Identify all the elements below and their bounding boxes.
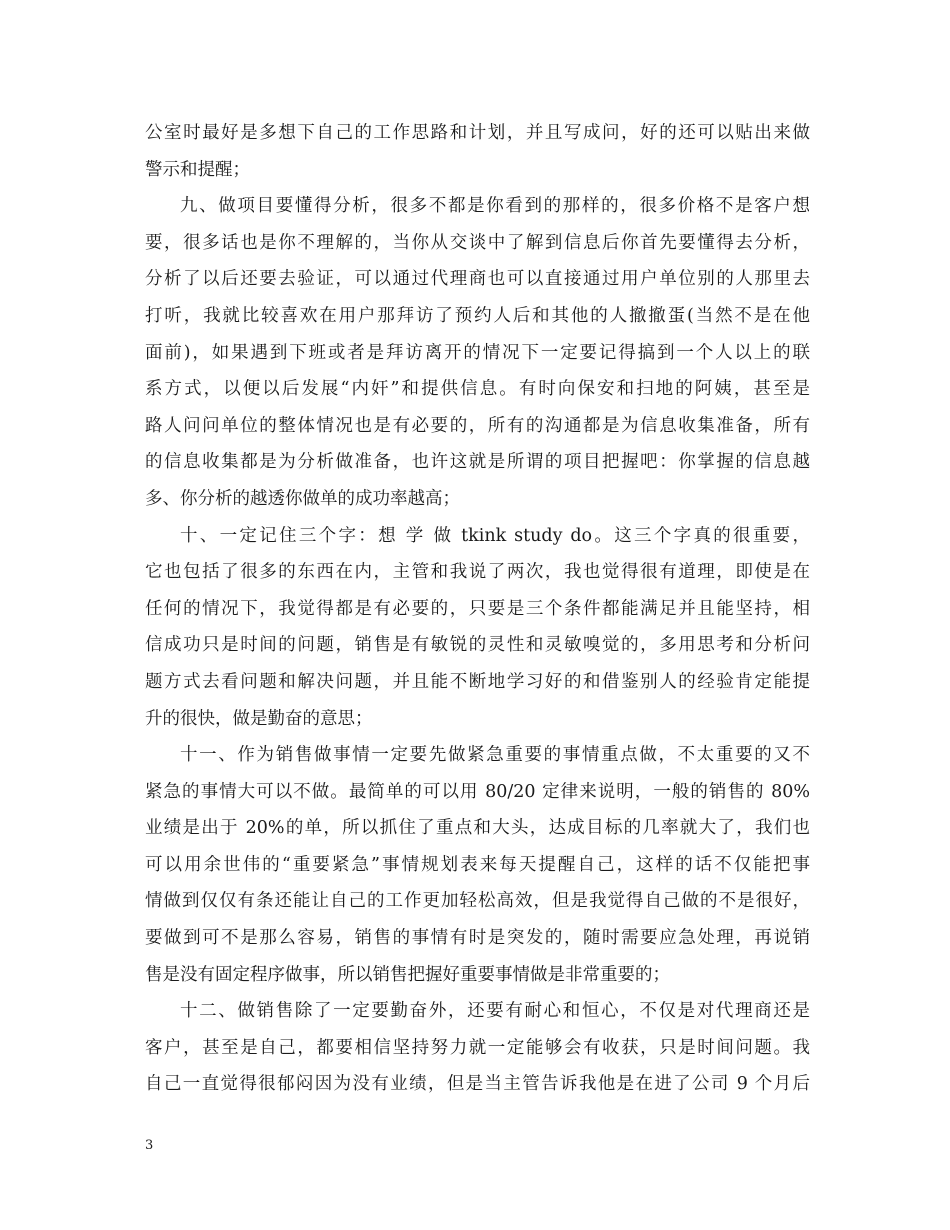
text-line: 业绩是出于 20%的单，所以抓住了重点和大头，达成目标的几率就大了，我们也 xyxy=(145,818,810,839)
text-line: 任何的情况下，我觉得都是有必要的，只要是三个条件都能满足并且能坚持，相 xyxy=(145,598,810,619)
text-line: 多、你分析的越透你做单的成功率越高； xyxy=(145,488,460,509)
text-line: 售是没有固定程序做事，所以销售把握好重要事情做是非常重要的； xyxy=(145,964,670,985)
text-line: 警示和提醒； xyxy=(145,159,250,180)
text-line: 路人问问单位的整体情况也是有必要的，所有的沟通都是为信息收集准备，所有 xyxy=(145,415,810,436)
text-line: 九、做项目要懂得分析，很多不都是你看到的那样的，很多价格不是客户想 xyxy=(180,196,810,217)
text-line: 系方式，以便以后发展“内奸”和提供信息。有时向保安和扫地的阿姨，甚至是 xyxy=(145,379,810,400)
text-line: 紧急的事情大可以不做。最简单的可以用 80/20 定律来说明，一般的销售的 80% xyxy=(145,781,810,802)
document-body xyxy=(145,115,810,1103)
text-line: 情做到仅仅有条还能让自己的工作更加轻松高效，但是我觉得自己做的不是很好， xyxy=(145,891,810,912)
text-line: 十二、做销售除了一定要勤奋外，还要有耐心和恒心，不仅是对代理商还是 xyxy=(180,1001,810,1022)
text-line: 要做到可不是那么容易，销售的事情有时是突发的，随时需要应急处理，再说销 xyxy=(145,928,810,949)
text-line: 自己一直觉得很郁闷因为没有业绩，但是当主管告诉我他是在进了公司 9 个月后 xyxy=(145,1074,810,1095)
text-line: 打听，我就比较喜欢在用户那拜访了预约人后和其他的人撤撤蛋(当然不是在他 xyxy=(145,305,810,326)
text-line: 它也包括了很多的东西在内，主管和我说了两次，我也觉得很有道理，即使是在 xyxy=(145,562,810,583)
page-number: 3 xyxy=(145,1138,154,1153)
text-line: 可以用余世伟的“重要紧急”事情规划表来每天提醒自己，这样的话不仅能把事 xyxy=(145,854,810,875)
text-line: 客户，甚至是自己，都要相信坚持努力就一定能够会有收获，只是时间问题。我 xyxy=(145,1037,810,1058)
text-line: 要，很多话也是你不理解的，当你从交谈中了解到信息后你首先要懂得去分析， xyxy=(145,232,810,253)
text-line: 十一、作为销售做事情一定要先做紧急重要的事情重点做，不太重要的又不 xyxy=(180,745,810,766)
text-line: 信成功只是时间的问题，销售是有敏锐的灵性和灵敏嗅觉的，多用思考和分析问 xyxy=(145,635,810,656)
text-line: 题方式去看问题和解决问题，并且能不断地学习好的和借鉴别人的经验肯定能提 xyxy=(145,671,810,692)
text-line: 升的很快，做是勤奋的意思； xyxy=(145,708,373,729)
text-line: 面前)，如果遇到下班或者是拜访离开的情况下一定要记得搞到一个人以上的联 xyxy=(145,342,810,363)
text-line: 公室时最好是多想下自己的工作思路和计划，并且写成问，好的还可以贴出来做 xyxy=(145,123,810,143)
text-line: 的信息收集都是为分析做准备，也许这就是所谓的项目把握吧：你掌握的信息越 xyxy=(145,452,810,473)
text-line: 分析了以后还要去验证，可以通过代理商也可以直接通过用户单位别的人那里去 xyxy=(145,269,810,290)
text-line: 十、一定记住三个字：想 学 做 tkink study do。这三个字真的很重要， xyxy=(180,525,810,546)
